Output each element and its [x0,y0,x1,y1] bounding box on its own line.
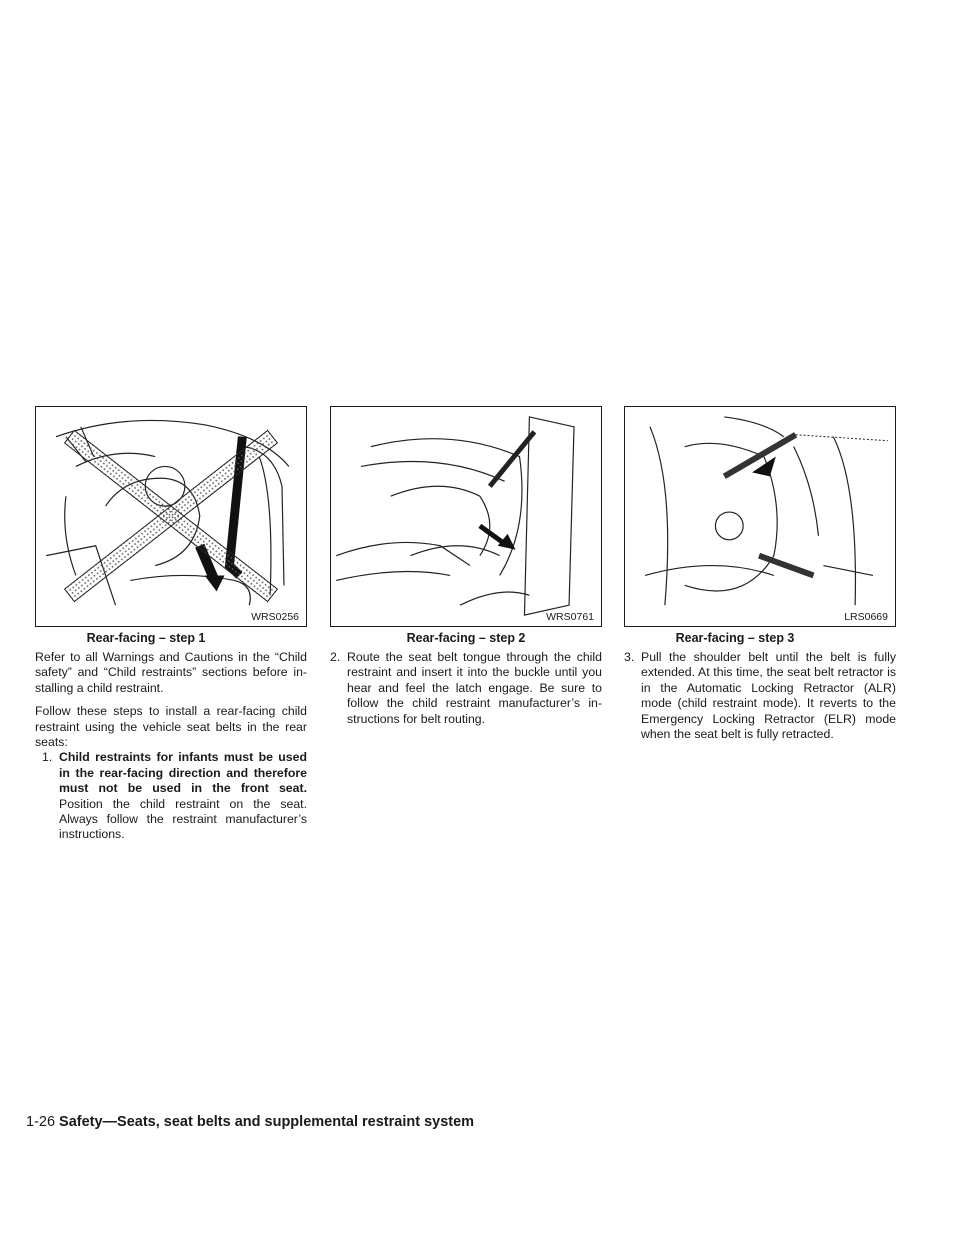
intro-paragraph: Refer to all Warnings and Cautions in the “Child safety” and “Child restraints” sections before in-stalling a child restraint. [35,650,307,695]
figure-step2 [330,406,602,627]
figure-code: WRS0256 [251,611,299,623]
figure-caption-step1: Rear-facing – step 1 [86,631,206,645]
column-2 [330,650,602,727]
step-1-warning: Child restraints for infants must be used in the rear-facing direction and therefore must not be used in the front seat. [59,750,307,796]
step-3-text: Pull the shoulder belt until the belt is fully extended. At this time, the seat belt retractor is in the Automatic Locking Retractor (ALR) mode (child restraint mode). It reverts to the Emergency Locking Retractor (ELR) mode when the seat belt is fully retracted. [641,650,896,742]
column-3 [624,650,896,742]
step-2 [330,650,602,727]
step-number: 2. [330,650,341,664]
step-1-text: Position the child restraint on the seat. Always follow the restraint manufacturer’s instructions. [59,796,307,842]
step-2-text: Route the seat belt tongue through the child restraint and insert it into the buckle until you hear and feel the latch engage. Be sure to follow the child restraint manufacturer’s in-structions for belt routing. [347,650,602,726]
figure-caption-step2: Rear-facing – step 2 [406,631,526,645]
figure-caption-step3: Rear-facing – step 3 [675,631,795,645]
figure-code: WRS0761 [546,611,594,623]
illustration-belt-routing [331,407,601,626]
page-footer [26,1114,474,1130]
step-number: 1. [42,750,53,765]
figure-code: LRS0669 [844,611,888,623]
column-1 [35,650,307,843]
figure-step3 [624,406,896,627]
step-3 [624,650,896,742]
illustration-wrong-position [36,407,306,626]
step-1 [35,750,307,842]
illustration-pull-belt [625,407,895,626]
figure-step1 [35,406,307,627]
page-number: 1-26 [26,1114,56,1130]
steps-intro-paragraph: Follow these steps to install a rear-facing child restraint using the vehicle seat belts in the rear seats: [35,704,307,750]
section-title: Safety—Seats, seat belts and supplemental restraint system [59,1114,475,1130]
step-number: 3. [624,650,635,664]
